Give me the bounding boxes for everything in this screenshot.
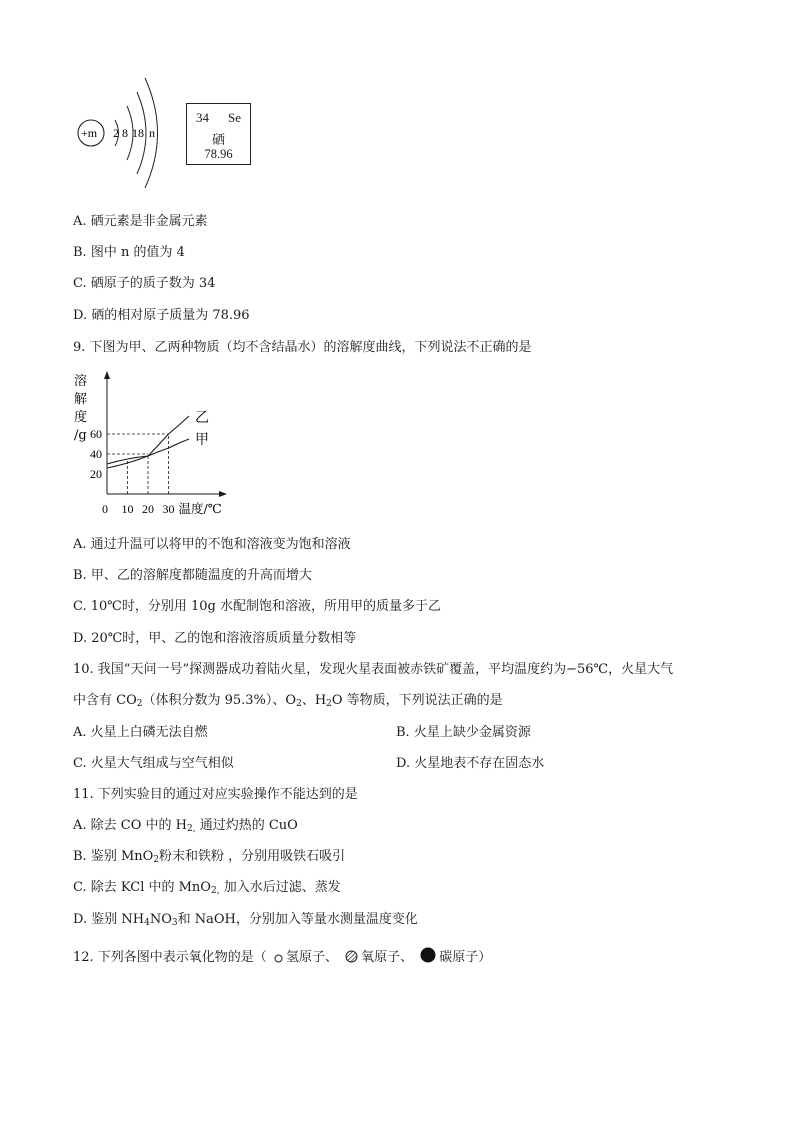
x-tick-label: 10 — [121, 502, 134, 516]
q10-stem-line1: 10. 我国“天问一号”探测器成功着陆火星，发现火星表面被赤铁矿覆盖，平均温度约为−56℃，火星大气 — [73, 662, 674, 677]
oxygen-atom-icon — [345, 950, 358, 963]
q9-option-c: C. 10℃时，分别用 10g 水配制饱和溶液，所用甲的质量多于乙 — [73, 599, 441, 614]
atomic-structure-diagram — [75, 70, 165, 195]
q11-option-a: A. 除去 CO 中的 $H_{2,}$ 通过灼热的 CuO — [73, 818, 298, 834]
y-axis-label-char: 溶 — [74, 374, 88, 389]
q12-stem: 12. 下列各图中表示氧化物的是（ 氢原子、 氧原子、 碳原子） — [73, 947, 491, 966]
periodic-element-box — [186, 103, 251, 165]
q11-option-b: B. 鉴别 MnO$_2$粉末和铁粉 ，分别用吸铁石吸引 — [73, 849, 346, 865]
shell-1-count: 2 — [113, 126, 119, 140]
x-tick-label: 20 — [142, 502, 154, 516]
element-name: 硒 — [211, 132, 225, 147]
shell-4-count: n — [149, 126, 155, 140]
carbon-atom-icon — [420, 947, 436, 963]
q8-option-b: B. 图中 n 的值为 4 — [73, 245, 185, 260]
element-symbol: Se — [228, 110, 241, 125]
hydrogen-atom-icon — [274, 954, 283, 963]
origin-label: 0 — [102, 502, 108, 516]
y-axis-label-char: 解 — [74, 392, 88, 407]
shell-3-count: 18 — [132, 126, 144, 140]
q9-option-b: B. 甲、乙的溶解度都随温度的升高而增大 — [73, 568, 312, 583]
y-tick-label: 20 — [90, 467, 102, 481]
q11-stem: 11. 下列实验目的通过对应实验操作不能达到的是 — [73, 787, 358, 802]
q11-option-d: D. 鉴别 $NH_4NO_3$和 NaOH，分别加入等量水测量温度变化 — [73, 912, 418, 928]
q9-option-a: A. 通过升温可以将甲的不饱和溶液变为饱和溶液 — [73, 537, 351, 552]
shell-2-count: 8 — [122, 126, 128, 140]
q9-stem: 9. 下图为甲、乙两种物质（均不含结晶水）的溶解度曲线，下列说法不正确的是 — [73, 340, 532, 355]
series-label-jia: 甲 — [195, 432, 209, 448]
x-tick-label: 30 — [162, 502, 175, 516]
q10-option-c: C. 火星大气组成与空气相似 — [73, 756, 234, 771]
atomic-mass: 78.96 — [204, 147, 233, 161]
y-axis-label-char: 度 — [74, 410, 88, 425]
q10-stem-line2: 中含有 $CO_2$（体积分数为 95.3%）、$O_2$、$H_2O$ 等物质，下列说法正确的是 — [73, 693, 503, 709]
series-label-yi: 乙 — [195, 410, 209, 426]
nucleus-label: +m — [81, 126, 98, 140]
x-axis-label: 温度/℃ — [178, 501, 222, 516]
y-axis-arrow — [104, 371, 110, 379]
q9-option-d: D. 20℃时，甲、乙的饱和溶液溶质质量分数相等 — [73, 631, 357, 646]
y-axis-label-char: /g — [74, 428, 87, 443]
series-line-jia — [107, 439, 189, 464]
x-axis-arrow — [219, 491, 227, 497]
solubility-chart — [68, 368, 248, 523]
q10-option-d: D. 火星地表不存在固态水 — [396, 756, 545, 771]
atomic-number: 34 — [196, 110, 209, 125]
q8-option-d: D. 硒的相对原子质量为 78.96 — [73, 308, 250, 323]
q11-option-c: C. 除去 KCl 中的 MnO$_{2,}$ 加入水后过滤、蒸发 — [73, 880, 341, 896]
q10-option-a: A. 火星上白磷无法自燃 — [73, 725, 208, 740]
y-tick-label: 60 — [90, 427, 102, 441]
q8-option-a: A. 硒元素是非金属元素 — [73, 214, 208, 229]
y-tick-label: 40 — [90, 447, 102, 461]
q8-option-c: C. 硒原子的质子数为 34 — [73, 276, 216, 291]
q10-option-b: B. 火星上缺少金属资源 — [396, 725, 531, 740]
